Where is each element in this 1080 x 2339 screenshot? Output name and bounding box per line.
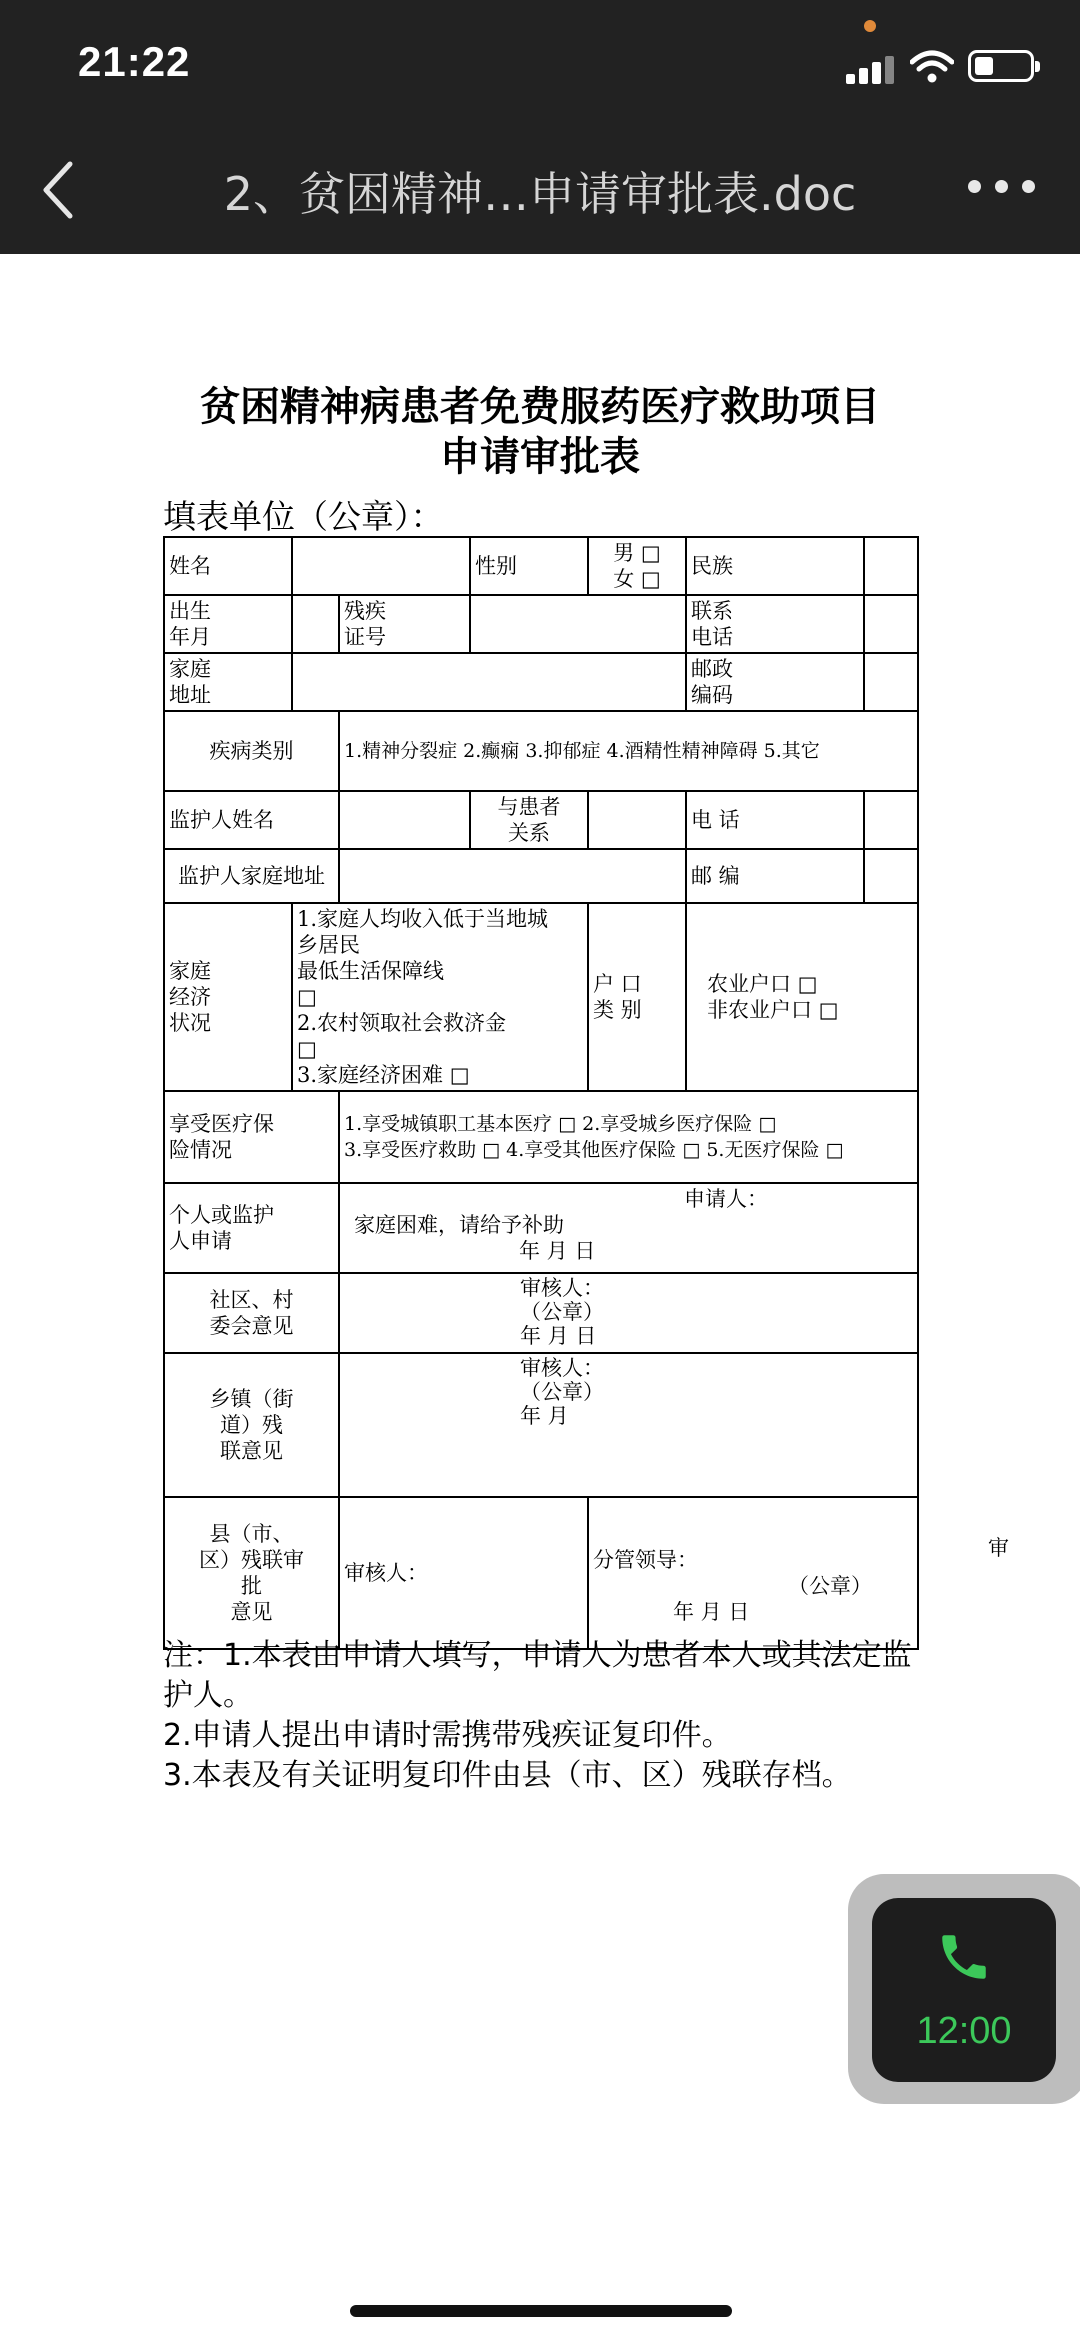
home-indicator[interactable] xyxy=(350,2305,732,2317)
cell-applicant-content[interactable] xyxy=(339,1183,918,1273)
call-widget-panel[interactable] xyxy=(872,1898,1056,2082)
application-form-table xyxy=(163,536,917,1650)
overflow-text: 审 xyxy=(988,1536,1009,1560)
cell-relation-label: 与患者 关系 xyxy=(470,791,588,849)
note-3: 3.本表及有关证明复印件由县（市、区）残联存档。 xyxy=(163,1758,852,1793)
cell-guardian-address-label: 监护人家庭地址 xyxy=(164,849,339,903)
county-date: 年 月 日 xyxy=(673,1600,750,1624)
document-title: 2、贫困精神…申请审批表.doc xyxy=(223,167,857,221)
cell-gender-options[interactable]: 男 □ 女 □ xyxy=(588,537,686,595)
cell-address-value[interactable] xyxy=(292,653,686,711)
cell-ethnicity-label: 民族 xyxy=(686,537,864,595)
form-title-line1: 贫困精神病患者免费服药医疗救助项目 xyxy=(200,384,880,430)
cell-disease-options[interactable]: 1.精神分裂症 2.癫痫 3.抑郁症 4.酒精性精神障碍 5.其它 xyxy=(339,711,918,791)
cell-guardian-name-label: 监护人姓名 xyxy=(164,791,339,849)
form-title-line2: 申请审批表 xyxy=(440,434,640,480)
cell-guardian-name-value[interactable] xyxy=(339,791,470,849)
floating-call-widget[interactable] xyxy=(848,1874,1080,2104)
cell-economy-label: 家庭 经济 状况 xyxy=(164,903,292,1091)
applicant-text: 家庭困难，请给予补助 xyxy=(354,1213,564,1237)
filling-unit-label: 填表单位（公章）： xyxy=(163,497,444,536)
cell-county-label: 县（市、 区）残联审 批 意见 xyxy=(164,1497,339,1649)
cell-birth-value[interactable] xyxy=(292,595,339,653)
cell-town-content[interactable]: 审核人： （公章） 年 月 xyxy=(339,1353,918,1497)
cell-name-label: 姓名 xyxy=(164,537,292,595)
cell-hukou-options[interactable]: 农业户口 □ 非农业户口 □ xyxy=(686,903,918,1091)
cell-community-content[interactable]: 审核人： （公章） 年 月 日 xyxy=(339,1273,918,1353)
privacy-indicator-dot xyxy=(864,20,876,32)
phone-icon xyxy=(935,1928,993,1986)
cell-guardian-phone-value[interactable] xyxy=(864,791,918,849)
insurance-options-line2: 3.享受医疗救助 □ 4.享受其他医疗保险 □ 5.无医疗保险 □ xyxy=(344,1139,844,1161)
chevron-left-icon[interactable] xyxy=(30,150,90,230)
cell-gender-label: 性别 xyxy=(470,537,588,595)
cell-county-reviewer[interactable]: 审核人： xyxy=(339,1497,588,1649)
cell-town-label: 乡镇（街 道）残 联意见 xyxy=(164,1353,339,1497)
cell-insurance-options[interactable] xyxy=(339,1091,918,1183)
cell-postcode-label: 邮政 编码 xyxy=(686,653,864,711)
cell-hukou-label: 户 口 类 别 xyxy=(588,903,686,1091)
top-bar xyxy=(0,0,1080,254)
cell-guardian-address-value[interactable] xyxy=(339,849,686,903)
form-notes xyxy=(163,1636,923,1796)
cell-postcode-value[interactable] xyxy=(864,653,918,711)
county-seal: （公章） xyxy=(788,1574,872,1598)
cell-disability-id-value[interactable] xyxy=(470,595,686,653)
applicant-date: 年 月 日 xyxy=(519,1239,596,1263)
cell-guardian-phone-label: 电 话 xyxy=(686,791,864,849)
status-time: 21:22 xyxy=(78,38,191,85)
cell-insurance-label: 享受医疗保 险情况 xyxy=(164,1091,339,1183)
cell-economy-options[interactable]: 1.家庭人均收入低于当地城 乡居民 最低生活保障线 □ 2.农村领取社会救济金 □ 3.家庭经济困难 □ xyxy=(292,903,588,1091)
cell-guardian-postcode-label: 邮 编 xyxy=(686,849,864,903)
cell-phone-value[interactable] xyxy=(864,595,918,653)
cellular-signal-icon xyxy=(846,54,894,84)
cell-applicant-label: 个人或监护 人申请 xyxy=(164,1183,339,1273)
battery-icon xyxy=(968,50,1034,82)
cell-disability-id-label: 残疾 证号 xyxy=(339,595,470,653)
cell-ethnicity-value[interactable] xyxy=(864,537,918,595)
cell-phone-label: 联系 电话 xyxy=(686,595,864,653)
wifi-icon xyxy=(910,50,954,84)
call-duration: 12:00 xyxy=(916,2010,1012,2052)
insurance-options-line1: 1.享受城镇职工基本医疗 □ 2.享受城乡医疗保险 □ xyxy=(344,1113,777,1135)
note-1: 注：1.本表由申请人填写，申请人为患者本人或其法定监护人。 xyxy=(163,1638,912,1713)
cell-community-label: 社区、村 委会意见 xyxy=(164,1273,339,1353)
cell-county-leader[interactable] xyxy=(588,1497,918,1649)
cell-guardian-postcode-value[interactable] xyxy=(864,849,918,903)
cell-name-value[interactable] xyxy=(292,537,470,595)
note-2: 2.申请人提出申请时需携带残疾证复印件。 xyxy=(163,1718,732,1753)
cell-disease-type-label: 疾病类别 xyxy=(164,711,339,791)
cell-address-label: 家庭 地址 xyxy=(164,653,292,711)
cell-relation-value[interactable] xyxy=(588,791,686,849)
more-horizontal-icon[interactable] xyxy=(968,180,1038,200)
applicant-signer: 申请人： xyxy=(684,1187,768,1211)
cell-birth-label: 出生 年月 xyxy=(164,595,292,653)
county-leader-label: 分管领导： xyxy=(593,1548,698,1572)
